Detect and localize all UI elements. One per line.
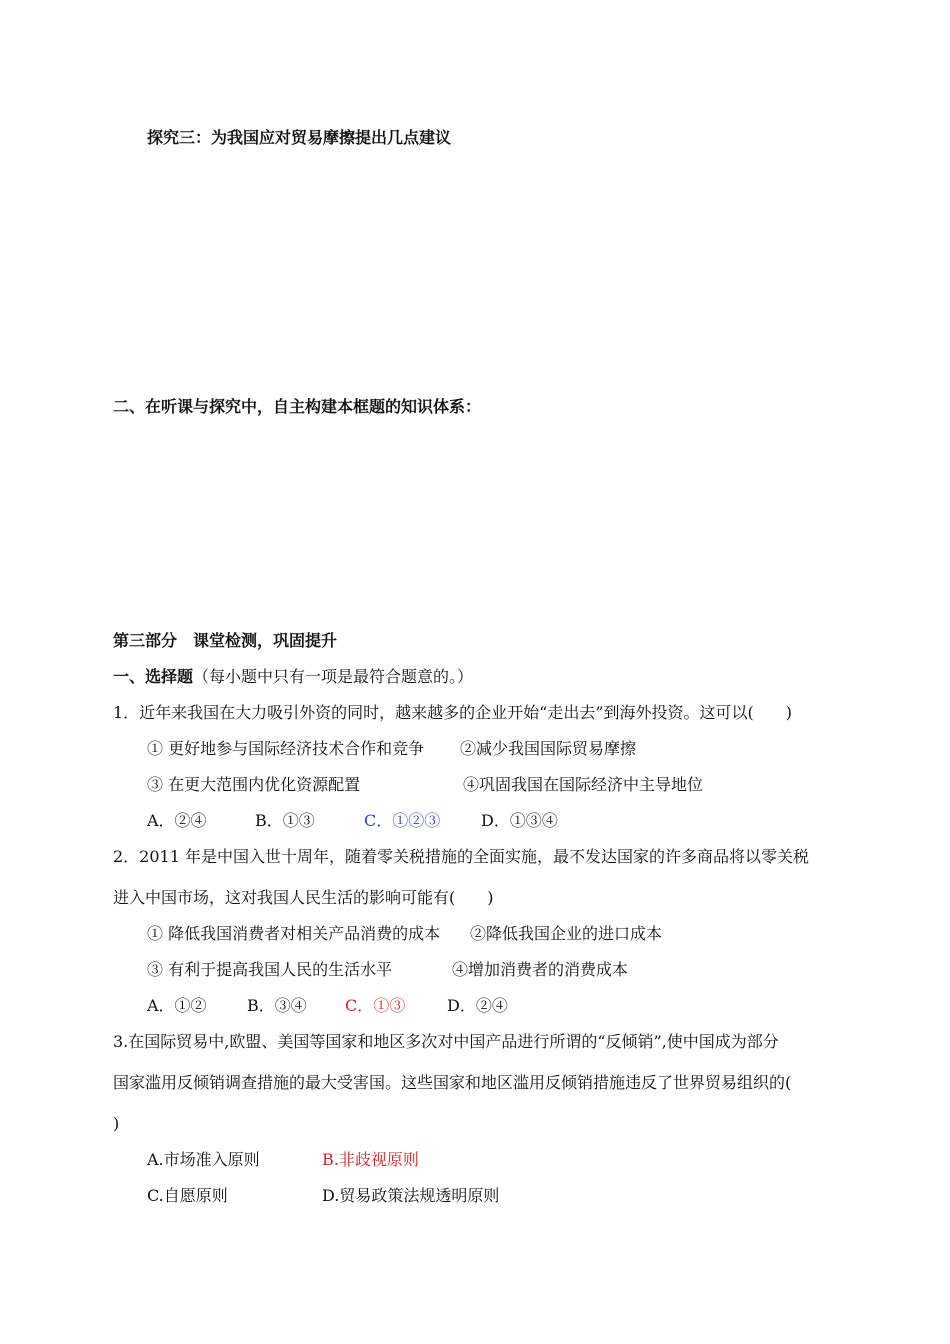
q1-option-b: B．①③ — [255, 811, 315, 830]
q2-stem-line-1: 2．2011 年是中国入世十周年，随着零关税措施的全面实施，最不发达国家的许多商品将以零关税 — [113, 847, 809, 866]
part3-heading: 第三部分 课堂检测，巩固提升 — [113, 631, 338, 650]
mc-note: （每小题中只有一项是最符合题意的。） — [193, 667, 474, 686]
q3-stem-line-2: 国家滥用反倾销调查措施的最大受害国。这些国家和地区滥用反倾销措施违反了世界贸易组织的( — [113, 1073, 792, 1092]
q1-statement-3: ③ 在更大范围内优化资源配置 — [147, 775, 361, 794]
q1-statement-2: ②减少我国国际贸易摩擦 — [460, 739, 637, 758]
q3-stem-line-1: 3.在国际贸易中,欧盟、美国等国家和地区多次对中国产品进行所谓的“反倾销”,使中国成为部分 — [113, 1032, 779, 1051]
q1-statement-1: ① 更好地参与国际经济技术合作和竞争 — [147, 739, 425, 758]
q2-statement-1: ① 降低我国消费者对相关产品消费的成本 — [147, 924, 441, 943]
q1-option-a: A．②④ — [147, 811, 207, 830]
q2-option-d: D．②④ — [447, 996, 508, 1015]
q2-statement-4: ④增加消费者的消费成本 — [452, 960, 629, 979]
q2-option-b: B．③④ — [247, 996, 307, 1015]
q2-option-c: C．①③ — [345, 996, 406, 1015]
q3-option-a: A.市场准入原则 — [147, 1150, 260, 1169]
q3-option-c: C.自愿原则 — [147, 1186, 228, 1205]
q2-stem-line-2: 进入中国市场，这对我国人民生活的影响可能有( ) — [113, 888, 494, 907]
q1-statement-4: ④巩固我国在国际经济中主导地位 — [463, 775, 704, 794]
q2-statement-3: ③ 有利于提高我国人民的生活水平 — [147, 960, 393, 979]
section2-heading: 二、在听课与探究中，自主构建本框题的知识体系： — [113, 397, 482, 416]
q1-option-c: C．①②③ — [364, 811, 441, 830]
mc-section-heading — [113, 667, 473, 687]
explore3-heading: 探究三：为我国应对贸易摩擦提出几点建议 — [147, 128, 452, 147]
q3-stem-line-3: ) — [113, 1114, 120, 1133]
q3-option-d: D.贸易政策法规透明原则 — [322, 1186, 500, 1205]
q3-option-b: B.非歧视原则 — [322, 1150, 419, 1169]
q2-option-a: A．①② — [147, 996, 207, 1015]
mc-label: 一、选择题 — [113, 667, 194, 686]
q1-stem: 1．近年来我国在大力吸引外资的同时，越来越多的企业开始“走出去”到海外投资。这可以( ) — [113, 703, 793, 722]
q1-option-d: D．①③④ — [481, 811, 558, 830]
q2-statement-2: ②降低我国企业的进口成本 — [470, 924, 663, 943]
